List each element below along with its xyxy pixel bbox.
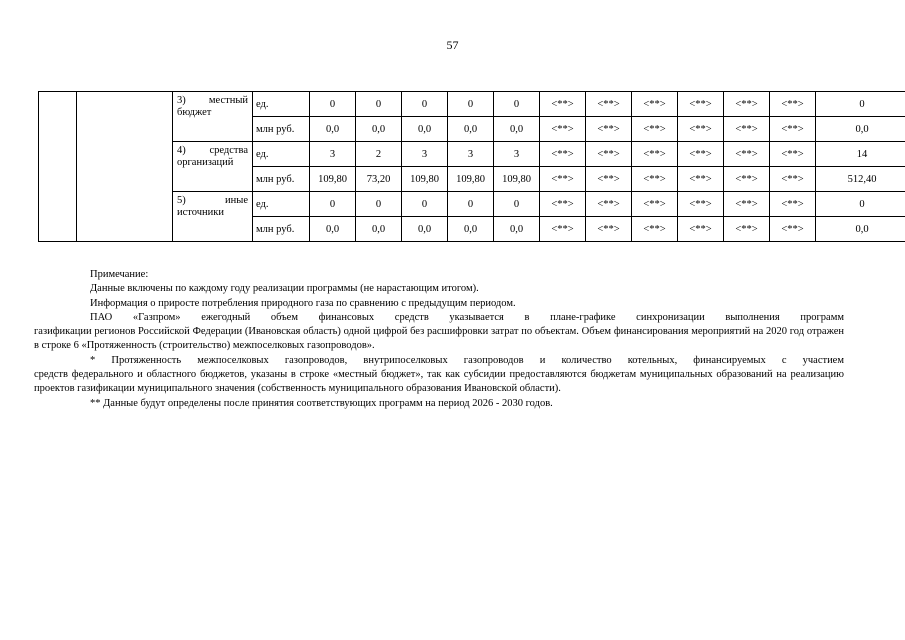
value-cell: <**> — [586, 217, 632, 242]
value-cell: <**> — [586, 192, 632, 217]
value-cell: <**> — [770, 192, 816, 217]
value-cell: <**> — [770, 92, 816, 117]
value-cell: 109,80 — [310, 167, 356, 192]
value-cell: 73,20 — [356, 167, 402, 192]
funding-source-label: 4) средства — [177, 145, 248, 156]
value-cell: 0,0 — [356, 117, 402, 142]
value-cell: <**> — [724, 167, 770, 192]
value-cell: 3 — [402, 142, 448, 167]
value-cell: 0,0 — [402, 117, 448, 142]
note-gazprom-first-line: ПАО «Газпром» ежегодный объем финансовых средств указывается в плане-графике синхронизации выполнения программ — [90, 311, 844, 323]
value-cell: 0,0 — [310, 217, 356, 242]
value-cell: <**> — [632, 167, 678, 192]
value-cell: <**> — [724, 117, 770, 142]
value-cell: 0,0 — [356, 217, 402, 242]
value-cell: 0,0 — [310, 117, 356, 142]
value-cell: <**> — [770, 217, 816, 242]
unit-cell: ед. — [253, 142, 310, 167]
funding-source-label: 5) иные — [177, 195, 248, 206]
value-cell: <**> — [678, 92, 724, 117]
unit-cell: млн руб. — [253, 217, 310, 242]
financing-table — [38, 91, 905, 242]
value-cell: <**> — [540, 117, 586, 142]
value-cell: 109,80 — [494, 167, 540, 192]
value-cell: <**> — [586, 117, 632, 142]
funding-source-cell — [173, 142, 253, 192]
funding-source-cell — [173, 192, 253, 242]
value-cell: 0 — [402, 192, 448, 217]
note-star-first-line: * Протяженность межпоселковых газопроводов, внутрипоселковых газопроводов и количество котельных, финансируемых с участием — [90, 354, 844, 366]
value-cell: <**> — [678, 217, 724, 242]
value-cell: <**> — [540, 92, 586, 117]
funding-source-label: 3) местный — [177, 95, 248, 106]
value-cell: <**> — [632, 142, 678, 167]
value-cell: 0 — [494, 192, 540, 217]
value-cell: <**> — [586, 92, 632, 117]
value-cell: 0 — [356, 92, 402, 117]
value-cell: <**> — [770, 167, 816, 192]
value-cell: <**> — [724, 92, 770, 117]
total-cell: 0,0 — [816, 217, 905, 242]
note-double-star: ** Данные будут определены после принятия соответствующих программ на период 2026 - 2030 годов. — [90, 397, 553, 409]
value-cell: <**> — [540, 192, 586, 217]
funding-source-cell — [173, 92, 253, 142]
value-cell: 3 — [310, 142, 356, 167]
value-cell: 109,80 — [402, 167, 448, 192]
value-cell: <**> — [678, 142, 724, 167]
note-gazprom-rest: газификации регионов Российской Федерации (Ивановская область) одной цифрой без расшифровки затрат по объектам. Объем финансирования мероприятий на 2020 год отражен в строке 6 «Протяженность (строительство) межпоселковых газопроводов». — [34, 326, 844, 352]
total-cell: 0,0 — [816, 117, 905, 142]
value-cell: 3 — [448, 142, 494, 167]
value-cell: <**> — [586, 142, 632, 167]
total-cell: 0 — [816, 92, 905, 117]
funding-source-label-cont: организаций — [177, 157, 234, 168]
notes-section — [34, 268, 844, 411]
unit-cell: млн руб. — [253, 117, 310, 142]
value-cell: <**> — [678, 167, 724, 192]
funding-source-label-cont: источники — [177, 207, 224, 218]
value-cell: <**> — [678, 192, 724, 217]
note-line-2: Информация о приросте потребления природного газа по сравнению с предыдущим периодом. — [90, 297, 516, 309]
value-cell: <**> — [632, 92, 678, 117]
empty-cell-number — [39, 92, 77, 242]
value-cell: <**> — [586, 167, 632, 192]
value-cell: <**> — [724, 142, 770, 167]
value-cell: <**> — [540, 142, 586, 167]
value-cell: 0,0 — [448, 117, 494, 142]
total-cell: 512,40 — [816, 167, 905, 192]
value-cell: <**> — [632, 117, 678, 142]
total-cell: 14 — [816, 142, 905, 167]
table-row — [39, 92, 905, 117]
value-cell: 0 — [448, 92, 494, 117]
notes-heading: Примечание: — [90, 269, 149, 280]
total-cell: 0 — [816, 192, 905, 217]
value-cell: <**> — [770, 117, 816, 142]
value-cell: 0 — [310, 192, 356, 217]
value-cell: 0 — [402, 92, 448, 117]
value-cell: 0 — [356, 192, 402, 217]
value-cell: 0,0 — [402, 217, 448, 242]
empty-cell-name — [77, 92, 173, 242]
value-cell: 0,0 — [494, 217, 540, 242]
unit-cell: млн руб. — [253, 167, 310, 192]
note-line-1: Данные включены по каждому году реализации программы (не нарастающим итогом). — [90, 283, 479, 295]
value-cell: <**> — [632, 217, 678, 242]
value-cell: <**> — [678, 117, 724, 142]
value-cell: 0 — [494, 92, 540, 117]
value-cell: 0,0 — [494, 117, 540, 142]
value-cell: <**> — [540, 217, 586, 242]
value-cell: <**> — [770, 142, 816, 167]
unit-cell: ед. — [253, 192, 310, 217]
value-cell: <**> — [724, 217, 770, 242]
note-star-rest: средств федерального и областного бюджетов, указаны в строке «местный бюджет», так как субсидии предоставляются бюджетам муниципальных образований на реализацию проектов газификации муниципального значения (собственность муниципального образования Ивановской области). — [34, 369, 844, 395]
value-cell: 0,0 — [448, 217, 494, 242]
page-number: 57 — [446, 38, 459, 52]
value-cell: 109,80 — [448, 167, 494, 192]
value-cell: 0 — [310, 92, 356, 117]
value-cell: 0 — [448, 192, 494, 217]
value-cell: <**> — [724, 192, 770, 217]
unit-cell: ед. — [253, 92, 310, 117]
value-cell: <**> — [632, 192, 678, 217]
value-cell: <**> — [540, 167, 586, 192]
funding-source-label-cont: бюджет — [177, 107, 212, 118]
value-cell: 3 — [494, 142, 540, 167]
value-cell: 2 — [356, 142, 402, 167]
